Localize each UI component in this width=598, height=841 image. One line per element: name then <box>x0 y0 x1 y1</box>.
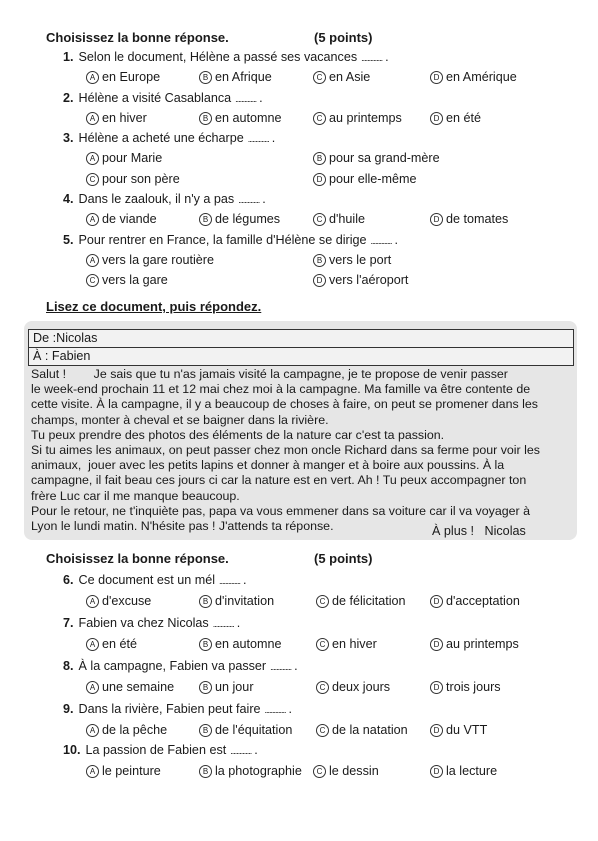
email-line: animaux, jouer avec les petits lapins et donner à manger et à boire aux poussins. À la <box>31 458 505 473</box>
option-label: une semaine <box>102 680 175 694</box>
question-2: 2. Hélène a visité Casablanca .............. . <box>63 91 263 105</box>
option-a[interactable] <box>86 111 147 125</box>
option-letter-icon: A <box>86 638 99 651</box>
option-label: au printemps <box>446 637 519 651</box>
question-number: 8. <box>63 659 74 673</box>
email-line: Pour le retour, ne t'inquiète pas, papa va vous emmener dans sa voiture car il va voyager à <box>31 503 530 518</box>
option-letter-icon: A <box>86 681 99 694</box>
email-line: frère Luc car il me manque beaucoup. <box>31 488 240 503</box>
question-text: Fabien va chez Nicolas <box>78 616 209 630</box>
option-label: vers la gare routière <box>102 253 214 267</box>
option-label: en Amérique <box>446 70 517 84</box>
option-letter-icon: B <box>199 765 212 778</box>
email-line: champs, monter à cheval et se baigner dans la rivière. <box>31 412 329 427</box>
option-letter-icon: D <box>430 71 443 84</box>
option-label: pour Marie <box>102 151 163 165</box>
option-letter-icon: D <box>430 638 443 651</box>
section-1-points: (5 points) <box>314 30 373 45</box>
option-a[interactable] <box>86 594 151 608</box>
option-label: de l'équitation <box>215 723 293 737</box>
option-letter-icon: B <box>199 681 212 694</box>
email-line: cette visite. À la campagne, il y a beaucoup de choses à faire, on peut se promener dans les <box>31 397 538 412</box>
option-c[interactable] <box>86 172 180 186</box>
option-a[interactable] <box>86 212 157 226</box>
option-label: en été <box>446 111 482 125</box>
option-letter-icon: D <box>430 681 443 694</box>
option-label: le dessin <box>329 764 379 778</box>
section-1-title: Choisissez la bonne réponse. <box>46 30 229 45</box>
answer-blank: .............. <box>230 746 252 756</box>
option-b[interactable] <box>313 151 440 165</box>
question-10: 10. La passion de Fabien est .............. . <box>63 743 258 757</box>
question-number: 9. <box>63 702 74 716</box>
option-letter-icon: B <box>199 71 212 84</box>
option-letter-icon: A <box>86 71 99 84</box>
option-letter-icon: C <box>313 71 326 84</box>
option-b[interactable] <box>199 637 282 651</box>
option-label: de la pêche <box>102 723 168 737</box>
option-letter-icon: D <box>313 173 326 186</box>
section-1-header <box>46 30 373 45</box>
option-d[interactable] <box>430 111 481 125</box>
option-letter-icon: B <box>199 595 212 608</box>
email-signature: À plus ! Nicolas <box>432 524 526 538</box>
question-text: Hélène a acheté une écharpe <box>78 131 244 145</box>
option-letter-icon: D <box>430 595 443 608</box>
option-letter-icon: C <box>316 681 329 694</box>
question-text: À la campagne, Fabien va passer <box>78 659 267 673</box>
option-c[interactable] <box>316 637 377 651</box>
option-letter-icon: C <box>313 112 326 125</box>
section-2-header <box>46 551 373 566</box>
question-7: 7. Fabien va chez Nicolas .............. . <box>63 616 241 630</box>
option-label: un jour <box>215 680 254 694</box>
option-label: au printemps <box>329 111 402 125</box>
email-body <box>31 367 551 534</box>
option-letter-icon: D <box>313 274 326 287</box>
email-line: campagne, il fait beau ces jours ci car la nature est en vert. Ah ! Tu peux accompagner ton <box>31 473 527 488</box>
option-label: d'acceptation <box>446 594 520 608</box>
option-label: pour sa grand-mère <box>329 151 440 165</box>
question-6: 6. Ce document est un mél .............. . <box>63 573 247 587</box>
option-letter-icon: D <box>430 213 443 226</box>
option-d[interactable] <box>430 70 517 84</box>
option-letter-icon: C <box>313 765 326 778</box>
option-c[interactable] <box>316 594 406 608</box>
section-2-points: (5 points) <box>314 551 373 566</box>
option-c[interactable] <box>313 212 365 226</box>
option-letter-icon: A <box>86 595 99 608</box>
option-a[interactable] <box>86 723 167 737</box>
email-to: À : Fabien <box>28 347 574 366</box>
option-letter-icon: D <box>430 765 443 778</box>
option-label: deux jours <box>332 680 391 694</box>
email-line: Lyon le lundi matin. N'hésite pas ! J'attends ta réponse. <box>31 519 334 534</box>
option-a[interactable] <box>86 70 160 84</box>
option-c[interactable] <box>313 111 402 125</box>
answer-blank: .............. <box>247 134 269 144</box>
question-text: Selon le document, Hélène a passé ses vacances <box>78 50 358 64</box>
option-letter-icon: D <box>430 724 443 737</box>
option-d[interactable] <box>430 212 508 226</box>
option-d[interactable] <box>430 637 519 651</box>
option-letter-icon: B <box>199 213 212 226</box>
option-letter-icon: A <box>86 213 99 226</box>
answer-blank: .............. <box>219 576 241 586</box>
question-number: 2. <box>63 91 74 105</box>
answer-blank: .............. <box>238 195 260 205</box>
option-label: vers la gare <box>102 273 168 287</box>
option-label: en Afrique <box>215 70 272 84</box>
option-label: en Asie <box>329 70 371 84</box>
option-b[interactable] <box>199 212 280 226</box>
option-label: la lecture <box>446 764 498 778</box>
option-label: d'huile <box>329 212 366 226</box>
option-d[interactable] <box>430 723 487 737</box>
option-a[interactable] <box>86 680 174 694</box>
question-3: 3. Hélène a acheté une écharpe .............. . <box>63 131 276 145</box>
option-letter-icon: C <box>316 595 329 608</box>
option-letter-icon: C <box>86 274 99 287</box>
answer-blank: .............. <box>235 94 257 104</box>
option-label: vers le port <box>329 253 392 267</box>
option-letter-icon: A <box>86 254 99 267</box>
option-a[interactable] <box>86 253 214 267</box>
option-b[interactable] <box>199 111 282 125</box>
option-d[interactable] <box>313 172 417 186</box>
option-letter-icon: B <box>199 112 212 125</box>
option-label: de la natation <box>332 723 408 737</box>
question-9: 9. Dans la rivière, Fabien peut faire .............. . <box>63 702 293 716</box>
option-a[interactable] <box>86 151 162 165</box>
option-letter-icon: A <box>86 112 99 125</box>
option-c[interactable] <box>316 723 408 737</box>
option-label: en hiver <box>332 637 377 651</box>
option-letter-icon: C <box>316 724 329 737</box>
question-5: 5. Pour rentrer en France, la famille d'Hélène se dirige .............. . <box>63 233 399 247</box>
answer-blank: .............. <box>370 236 392 246</box>
answer-blank: .............. <box>361 53 383 63</box>
question-number: 3. <box>63 131 74 145</box>
option-c[interactable] <box>313 70 370 84</box>
option-label: en automne <box>215 111 282 125</box>
question-number: 6. <box>63 573 74 587</box>
question-text: Ce document est un mél <box>78 573 216 587</box>
question-text: La passion de Fabien est <box>85 743 227 757</box>
question-text: Dans la rivière, Fabien peut faire <box>78 702 261 716</box>
question-8: 8. À la campagne, Fabien va passer .............. . <box>63 659 298 673</box>
option-label: en Europe <box>102 70 161 84</box>
section-2-title: Choisissez la bonne réponse. <box>46 551 229 566</box>
option-letter-icon: B <box>199 724 212 737</box>
option-b[interactable] <box>199 680 254 694</box>
option-c[interactable] <box>313 764 379 778</box>
option-letter-icon: A <box>86 765 99 778</box>
option-a[interactable] <box>86 637 137 651</box>
option-label: trois jours <box>446 680 501 694</box>
option-d[interactable] <box>313 273 408 287</box>
option-label: de félicitation <box>332 594 406 608</box>
question-text: Hélène a visité Casablanca <box>78 91 232 105</box>
option-b[interactable] <box>199 723 292 737</box>
question-1: 1. Selon le document, Hélène a passé ses vacances .............. . <box>63 50 389 64</box>
option-letter-icon: C <box>313 213 326 226</box>
option-label: en été <box>102 637 138 651</box>
option-label: le peinture <box>102 764 161 778</box>
option-d[interactable] <box>430 764 497 778</box>
question-text: Pour rentrer en France, la famille d'Hélène se dirige <box>78 233 367 247</box>
answer-blank: .............. <box>212 619 234 629</box>
option-d[interactable] <box>430 680 501 694</box>
option-letter-icon: A <box>86 724 99 737</box>
option-label: en automne <box>215 637 282 651</box>
question-4: 4. Dans le zaalouk, il n'y a pas .............. . <box>63 192 266 206</box>
option-label: en hiver <box>102 111 147 125</box>
option-b[interactable] <box>199 70 272 84</box>
option-letter-icon: D <box>430 112 443 125</box>
option-letter-icon: C <box>316 638 329 651</box>
option-b[interactable] <box>313 253 391 267</box>
option-label: pour elle-même <box>329 172 417 186</box>
option-letter-icon: B <box>199 638 212 651</box>
question-text: Dans le zaalouk, il n'y a pas <box>78 192 235 206</box>
email-line: Salut ! Je sais que tu n'as jamais visité la campagne, je te propose de venir passer <box>31 367 508 381</box>
question-number: 10. <box>63 743 81 757</box>
email-line: Tu peux prendre des photos des éléments de la nature car c'est ta passion. <box>31 427 445 442</box>
option-label: de légumes <box>215 212 281 226</box>
option-d[interactable] <box>430 594 520 608</box>
email-line: Si tu aimes les animaux, on peut passer chez mon oncle Richard dans sa ferme pour voir les <box>31 443 540 458</box>
option-b[interactable] <box>199 764 302 778</box>
option-label: pour son père <box>102 172 180 186</box>
option-letter-icon: B <box>313 254 326 267</box>
option-letter-icon: C <box>86 173 99 186</box>
option-a[interactable] <box>86 764 161 778</box>
option-label: vers l'aéroport <box>329 273 409 287</box>
option-c[interactable] <box>86 273 168 287</box>
question-number: 4. <box>63 192 74 206</box>
option-label: du VTT <box>446 723 488 737</box>
answer-blank: .............. <box>264 705 286 715</box>
document-title: Lisez ce document, puis répondez. <box>46 299 262 314</box>
email-line: le week-end prochain 11 et 12 mai chez moi à la campagne. Ma famille va être contente de <box>31 382 531 397</box>
option-c[interactable] <box>316 680 390 694</box>
option-label: d'invitation <box>215 594 275 608</box>
answer-blank: .............. <box>270 662 292 672</box>
email-from: De :Nicolas <box>28 329 574 348</box>
option-label: d'excuse <box>102 594 152 608</box>
option-label: de tomates <box>446 212 509 226</box>
question-number: 1. <box>63 50 74 64</box>
option-label: de viande <box>102 212 157 226</box>
question-number: 5. <box>63 233 74 247</box>
option-label: la photographie <box>215 764 302 778</box>
option-b[interactable] <box>199 594 274 608</box>
option-letter-icon: B <box>313 152 326 165</box>
option-letter-icon: A <box>86 152 99 165</box>
question-number: 7. <box>63 616 74 630</box>
